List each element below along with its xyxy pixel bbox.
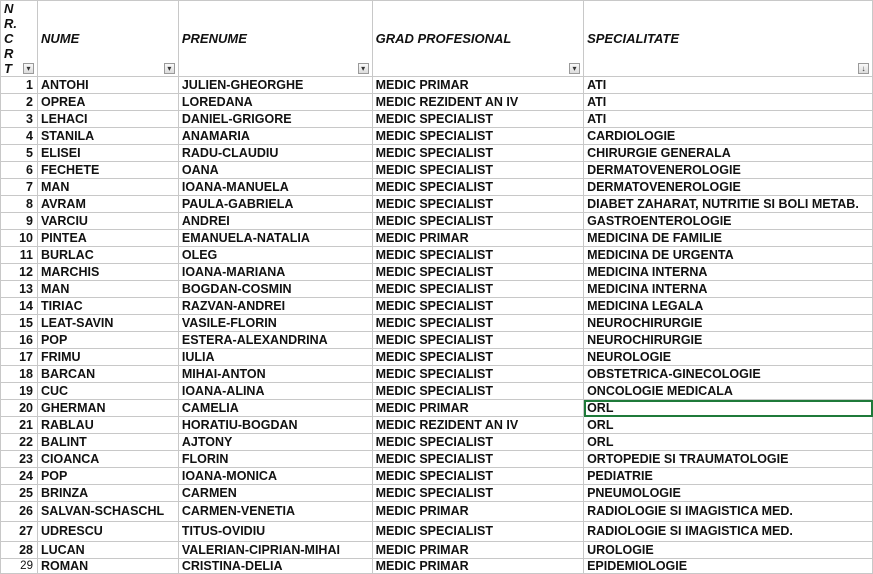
cell-prenume[interactable]: RADU-CLAUDIU <box>178 145 372 162</box>
cell-grad[interactable]: MEDIC REZIDENT AN IV <box>372 94 583 111</box>
cell-nr[interactable]: 26 <box>1 502 38 522</box>
table-row <box>1 162 873 179</box>
cell-grad[interactable]: MEDIC SPECIALIST <box>372 213 583 230</box>
cell-prenume[interactable]: MIHAI-ANTON <box>178 366 372 383</box>
cell-nume[interactable]: POP <box>37 468 178 485</box>
cell-specialitate[interactable]: MEDICINA DE URGENTA <box>584 247 873 264</box>
cell-nr[interactable]: 23 <box>1 451 38 468</box>
cell-nr[interactable]: 8 <box>1 196 38 213</box>
cell-specialitate[interactable]: DIABET ZAHARAT, NUTRITIE SI BOLI METAB. <box>584 196 873 213</box>
cell-specialitate[interactable]: RADIOLOGIE SI IMAGISTICA MED. <box>584 502 873 522</box>
header-row <box>1 1 873 77</box>
filter-dropdown-icon[interactable]: ▾ <box>164 63 175 74</box>
cell-prenume[interactable]: HORATIU-BOGDAN <box>178 417 372 434</box>
cell-nr[interactable]: 9 <box>1 213 38 230</box>
table-row <box>1 213 873 230</box>
cell-nr[interactable]: 1 <box>1 77 38 94</box>
header-nume <box>37 1 178 77</box>
table-row <box>1 502 873 522</box>
cell-nume[interactable]: ELISEI <box>37 145 178 162</box>
cell-nume[interactable]: CUC <box>37 383 178 400</box>
cell-prenume[interactable]: IOANA-MANUELA <box>178 179 372 196</box>
cell-specialitate[interactable]: DERMATOVENEROLOGIE <box>584 162 873 179</box>
table-row <box>1 332 873 349</box>
cell-nr[interactable]: 16 <box>1 332 38 349</box>
cell-nume[interactable]: POP <box>37 332 178 349</box>
table-row <box>1 281 873 298</box>
cell-specialitate[interactable]: CHIRURGIE GENERALA <box>584 145 873 162</box>
cell-nr[interactable]: 14 <box>1 298 38 315</box>
cell-grad[interactable]: MEDIC PRIMAR <box>372 77 583 94</box>
cell-prenume[interactable]: CARMEN <box>178 485 372 502</box>
cell-nume[interactable]: LUCAN <box>37 542 178 559</box>
cell-nr[interactable]: 18 <box>1 366 38 383</box>
table-row <box>1 247 873 264</box>
cell-grad[interactable]: MEDIC SPECIALIST <box>372 281 583 298</box>
cell-nume[interactable]: FRIMU <box>37 349 178 366</box>
cell-grad[interactable]: MEDIC SPECIALIST <box>372 522 583 542</box>
cell-specialitate[interactable]: NEUROCHIRURGIE <box>584 315 873 332</box>
cell-nr[interactable]: 6 <box>1 162 38 179</box>
cell-grad[interactable]: MEDIC SPECIALIST <box>372 451 583 468</box>
header-specialitate <box>584 1 873 77</box>
cell-prenume[interactable]: OANA <box>178 162 372 179</box>
cell-specialitate[interactable]: ORL <box>584 400 873 417</box>
sort-filter-icon[interactable]: ↓ <box>858 63 869 74</box>
cell-prenume[interactable]: CAMELIA <box>178 400 372 417</box>
cell-specialitate[interactable]: CARDIOLOGIE <box>584 128 873 145</box>
cell-prenume[interactable]: IOANA-MARIANA <box>178 264 372 281</box>
cell-nume[interactable]: AVRAM <box>37 196 178 213</box>
cell-grad[interactable]: MEDIC PRIMAR <box>372 542 583 559</box>
header-nr-crt <box>1 1 38 77</box>
cell-specialitate[interactable]: PNEUMOLOGIE <box>584 485 873 502</box>
cell-grad[interactable]: MEDIC SPECIALIST <box>372 298 583 315</box>
header-grad <box>372 1 583 77</box>
cell-prenume[interactable]: CARMEN-VENETIA <box>178 502 372 522</box>
cell-nr[interactable]: 19 <box>1 383 38 400</box>
table-row <box>1 451 873 468</box>
cell-grad[interactable]: MEDIC SPECIALIST <box>372 349 583 366</box>
cell-prenume[interactable]: ESTERA-ALEXANDRINA <box>178 332 372 349</box>
cell-specialitate[interactable]: NEUROLOGIE <box>584 349 873 366</box>
cell-nr[interactable]: 5 <box>1 145 38 162</box>
table-row <box>1 559 873 574</box>
cell-nr[interactable]: 22 <box>1 434 38 451</box>
cell-grad[interactable]: MEDIC SPECIALIST <box>372 162 583 179</box>
filter-dropdown-icon[interactable]: ▾ <box>358 63 369 74</box>
cell-nume[interactable]: LEAT-SAVIN <box>37 315 178 332</box>
cell-nume[interactable]: GHERMAN <box>37 400 178 417</box>
cell-nume[interactable]: OPREA <box>37 94 178 111</box>
cell-nr[interactable]: 11 <box>1 247 38 264</box>
cell-nr[interactable]: 25 <box>1 485 38 502</box>
table-row <box>1 468 873 485</box>
cell-nume[interactable]: MAN <box>37 179 178 196</box>
table-row <box>1 383 873 400</box>
cell-nume[interactable]: STANILA <box>37 128 178 145</box>
cell-prenume[interactable]: TITUS-OVIDIU <box>178 522 372 542</box>
cell-nr[interactable]: 4 <box>1 128 38 145</box>
cell-specialitate[interactable]: PEDIATRIE <box>584 468 873 485</box>
cell-specialitate[interactable]: OBSTETRICA-GINECOLOGIE <box>584 366 873 383</box>
table-row <box>1 542 873 559</box>
cell-specialitate[interactable]: GASTROENTEROLOGIE <box>584 213 873 230</box>
cell-prenume[interactable]: IOANA-ALINA <box>178 383 372 400</box>
cell-specialitate[interactable]: MEDICINA INTERNA <box>584 281 873 298</box>
cell-nume[interactable]: FECHETE <box>37 162 178 179</box>
table-row <box>1 485 873 502</box>
cell-prenume[interactable]: VASILE-FLORIN <box>178 315 372 332</box>
cell-nr[interactable]: 7 <box>1 179 38 196</box>
cell-nr[interactable]: 12 <box>1 264 38 281</box>
cell-nr[interactable]: 3 <box>1 111 38 128</box>
cell-prenume[interactable]: DANIEL-GRIGORE <box>178 111 372 128</box>
cell-grad[interactable]: MEDIC SPECIALIST <box>372 485 583 502</box>
cell-specialitate[interactable]: DERMATOVENEROLOGIE <box>584 179 873 196</box>
header-grad-label: GRAD PROFESIONAL <box>375 31 512 46</box>
cell-prenume[interactable]: OLEG <box>178 247 372 264</box>
table-row <box>1 522 873 542</box>
filter-dropdown-icon[interactable]: ▾ <box>23 63 34 74</box>
cell-nume[interactable]: MARCHIS <box>37 264 178 281</box>
cell-nume[interactable]: BURLAC <box>37 247 178 264</box>
cell-nr[interactable]: 13 <box>1 281 38 298</box>
table-row <box>1 417 873 434</box>
cell-nume[interactable]: BARCAN <box>37 366 178 383</box>
cell-nume[interactable]: RABLAU <box>37 417 178 434</box>
cell-nume[interactable]: PINTEA <box>37 230 178 247</box>
cell-grad[interactable]: MEDIC SPECIALIST <box>372 264 583 281</box>
cell-nr[interactable]: 2 <box>1 94 38 111</box>
cell-specialitate[interactable]: MEDICINA INTERNA <box>584 264 873 281</box>
cell-specialitate[interactable]: RADIOLOGIE SI IMAGISTICA MED. <box>584 522 873 542</box>
table-row <box>1 349 873 366</box>
cell-grad[interactable]: MEDIC SPECIALIST <box>372 196 583 213</box>
cell-nr[interactable]: 27 <box>1 522 38 542</box>
cell-grad[interactable]: MEDIC SPECIALIST <box>372 145 583 162</box>
table-row <box>1 94 873 111</box>
cell-prenume[interactable]: AJTONY <box>178 434 372 451</box>
cell-grad[interactable]: MEDIC SPECIALIST <box>372 247 583 264</box>
cell-nume[interactable]: TIRIAC <box>37 298 178 315</box>
cell-grad[interactable]: MEDIC SPECIALIST <box>372 366 583 383</box>
cell-grad[interactable]: MEDIC SPECIALIST <box>372 315 583 332</box>
cell-grad[interactable]: MEDIC SPECIALIST <box>372 383 583 400</box>
table-row <box>1 196 873 213</box>
cell-prenume[interactable]: IOANA-MONICA <box>178 468 372 485</box>
cell-nume[interactable]: LEHACI <box>37 111 178 128</box>
cell-nume[interactable]: CIOANCA <box>37 451 178 468</box>
cell-prenume[interactable]: PAULA-GABRIELA <box>178 196 372 213</box>
cell-prenume[interactable]: FLORIN <box>178 451 372 468</box>
cell-prenume[interactable]: BOGDAN-COSMIN <box>178 281 372 298</box>
cell-nume[interactable]: ANTOHI <box>37 77 178 94</box>
header-nume-label: NUME <box>40 31 80 46</box>
cell-specialitate[interactable]: ATI <box>584 94 873 111</box>
table-row <box>1 111 873 128</box>
filter-dropdown-icon[interactable]: ▾ <box>569 63 580 74</box>
cell-prenume[interactable]: ANAMARIA <box>178 128 372 145</box>
table-row <box>1 366 873 383</box>
table-row <box>1 400 873 417</box>
cell-specialitate[interactable]: NEUROCHIRURGIE <box>584 332 873 349</box>
table-row <box>1 179 873 196</box>
header-nr-label: NR. CRT <box>4 1 17 76</box>
cell-nume[interactable]: SALVAN-SCHASCHL <box>37 502 178 522</box>
cell-prenume[interactable]: LOREDANA <box>178 94 372 111</box>
table-row <box>1 77 873 94</box>
table-row <box>1 298 873 315</box>
cell-nume[interactable]: BALINT <box>37 434 178 451</box>
cell-specialitate[interactable]: MEDICINA DE FAMILIE <box>584 230 873 247</box>
cell-specialitate[interactable]: EPIDEMIOLOGIE <box>584 559 873 574</box>
cell-grad[interactable]: MEDIC SPECIALIST <box>372 332 583 349</box>
cell-specialitate[interactable]: ORL <box>584 417 873 434</box>
cell-grad[interactable]: MEDIC SPECIALIST <box>372 128 583 145</box>
table-row <box>1 128 873 145</box>
cell-prenume[interactable]: EMANUELA-NATALIA <box>178 230 372 247</box>
table-row <box>1 145 873 162</box>
header-prenume-label: PRENUME <box>181 31 247 46</box>
header-specialitate-label: SPECIALITATE <box>587 31 680 46</box>
cell-nume[interactable]: UDRESCU <box>37 522 178 542</box>
table-row <box>1 315 873 332</box>
cell-specialitate[interactable]: ONCOLOGIE MEDICALA <box>584 383 873 400</box>
cell-nume[interactable]: ROMAN <box>37 559 178 574</box>
cell-prenume[interactable]: JULIEN-GHEORGHE <box>178 77 372 94</box>
cell-specialitate[interactable]: ORTOPEDIE SI TRAUMATOLOGIE <box>584 451 873 468</box>
cell-prenume[interactable]: ANDREI <box>178 213 372 230</box>
cell-grad[interactable]: MEDIC SPECIALIST <box>372 468 583 485</box>
cell-grad[interactable]: MEDIC SPECIALIST <box>372 434 583 451</box>
cell-specialitate[interactable]: ORL <box>584 434 873 451</box>
cell-prenume[interactable]: IULIA <box>178 349 372 366</box>
cell-grad[interactable]: MEDIC SPECIALIST <box>372 111 583 128</box>
cell-nr[interactable]: 17 <box>1 349 38 366</box>
table-row <box>1 434 873 451</box>
cell-nr[interactable]: 28 <box>1 542 38 559</box>
cell-prenume[interactable]: VALERIAN-CIPRIAN-MIHAI <box>178 542 372 559</box>
cell-nume[interactable]: MAN <box>37 281 178 298</box>
cell-grad[interactable]: MEDIC REZIDENT AN IV <box>372 417 583 434</box>
cell-grad[interactable]: MEDIC PRIMAR <box>372 559 583 574</box>
cell-prenume[interactable]: RAZVAN-ANDREI <box>178 298 372 315</box>
cell-grad[interactable]: MEDIC PRIMAR <box>372 230 583 247</box>
cell-nr[interactable]: 20 <box>1 400 38 417</box>
cell-prenume[interactable]: CRISTINA-DELIA <box>178 559 372 574</box>
cell-specialitate[interactable]: UROLOGIE <box>584 542 873 559</box>
cell-specialitate[interactable]: ATI <box>584 77 873 94</box>
cell-specialitate[interactable]: ATI <box>584 111 873 128</box>
table-row <box>1 264 873 281</box>
cell-nr[interactable]: 10 <box>1 230 38 247</box>
cell-nr[interactable]: 15 <box>1 315 38 332</box>
header-prenume <box>178 1 372 77</box>
cell-nr[interactable]: 29 <box>1 559 38 574</box>
table-row <box>1 230 873 247</box>
cell-nume[interactable]: VARCIU <box>37 213 178 230</box>
cell-nr[interactable]: 21 <box>1 417 38 434</box>
cell-nume[interactable]: BRINZA <box>37 485 178 502</box>
cell-grad[interactable]: MEDIC SPECIALIST <box>372 179 583 196</box>
cell-grad[interactable]: MEDIC PRIMAR <box>372 400 583 417</box>
cell-grad[interactable]: MEDIC PRIMAR <box>372 502 583 522</box>
cell-specialitate[interactable]: MEDICINA LEGALA <box>584 298 873 315</box>
cell-nr[interactable]: 24 <box>1 468 38 485</box>
